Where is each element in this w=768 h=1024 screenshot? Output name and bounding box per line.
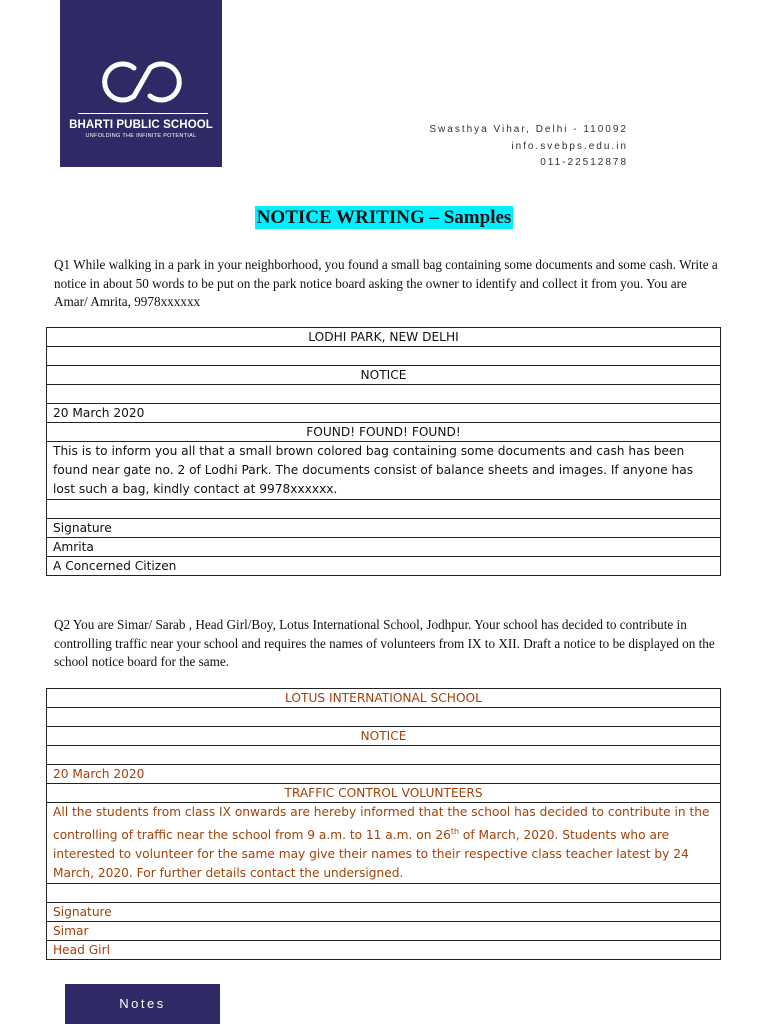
notice-label: NOTICE xyxy=(47,727,721,746)
notice-signature: Signature xyxy=(47,519,721,538)
notice-org: LOTUS INTERNATIONAL SCHOOL xyxy=(47,689,721,708)
school-name: BHARTI PUBLIC SCHOOL xyxy=(69,119,213,131)
notice-heading: FOUND! FOUND! FOUND! xyxy=(47,423,721,442)
address: Swasthya Vihar, Delhi - 110092 xyxy=(429,124,628,135)
notice-name: Simar xyxy=(47,922,721,941)
school-logo xyxy=(60,0,222,167)
notes-tab[interactable]: Notes xyxy=(65,984,220,1024)
blank-row xyxy=(47,385,721,404)
question-2: Q2 You are Simar/ Sarab , Head Girl/Boy, Lotus International School, Jodhpur. Your school has decided to contribute in controlling traffic near your school and requires the names of volunteers from IX to XII. Draft a notice to be displayed on the school notice board for the same. xyxy=(54,617,715,669)
notice-body: This is to inform you all that a small brown colored bag containing some documents and cash has been found near gate no. 2 of Lodhi Park. The documents consist of balance sheets and images. If anyone has lost such a bag, kindly contact at 9978xxxxxx. xyxy=(47,442,721,500)
notice-name: Amrita xyxy=(47,538,721,557)
page-title: NOTICE WRITING – Samples xyxy=(256,207,512,228)
phone: 011-22512878 xyxy=(540,157,628,168)
logo-divider xyxy=(78,113,208,114)
notice-date: 20 March 2020 xyxy=(47,404,721,423)
notice-body: All the students from class IX onwards are hereby informed that the school has decided to contribute in the controlling of traffic near the school from 9 a.m. to 11 a.m. on 26th of March, 2020. Students who are interested to volunteer for the same may give their names to their respective class teacher latest by 24 March, 2020. For further details contact the undersigned. xyxy=(47,803,721,884)
blank-row xyxy=(47,746,721,765)
notice-designation: Head Girl xyxy=(47,941,721,960)
notice-signature: Signature xyxy=(47,903,721,922)
notice-table-1 xyxy=(46,327,721,576)
email: info.svebps.edu.in xyxy=(511,140,628,152)
blank-row xyxy=(47,708,721,727)
notice-heading: TRAFFIC CONTROL VOLUNTEERS xyxy=(47,784,721,803)
blank-row xyxy=(47,500,721,519)
notice-org: LODHI PARK, NEW DELHI xyxy=(47,328,721,347)
contact-info xyxy=(429,122,628,172)
notice-designation: A Concerned Citizen xyxy=(47,557,721,576)
blank-row xyxy=(47,884,721,903)
blank-row xyxy=(47,347,721,366)
school-tagline: UNFOLDING THE INFINITE POTENTIAL xyxy=(85,133,197,139)
notice-table-2 xyxy=(46,688,721,960)
question-1: Q1 While walking in a park in your neighborhood, you found a small bag containing some documents and some cash. Write a notice in about 50 words to be put on the park notice board asking the owner to identify and collect it from you. You are Amar/ Amrita, 9978xxxxxx xyxy=(54,257,718,309)
notice-date: 20 March 2020 xyxy=(47,765,721,784)
infinity-logo-icon xyxy=(94,56,190,108)
notice-label: NOTICE xyxy=(47,366,721,385)
